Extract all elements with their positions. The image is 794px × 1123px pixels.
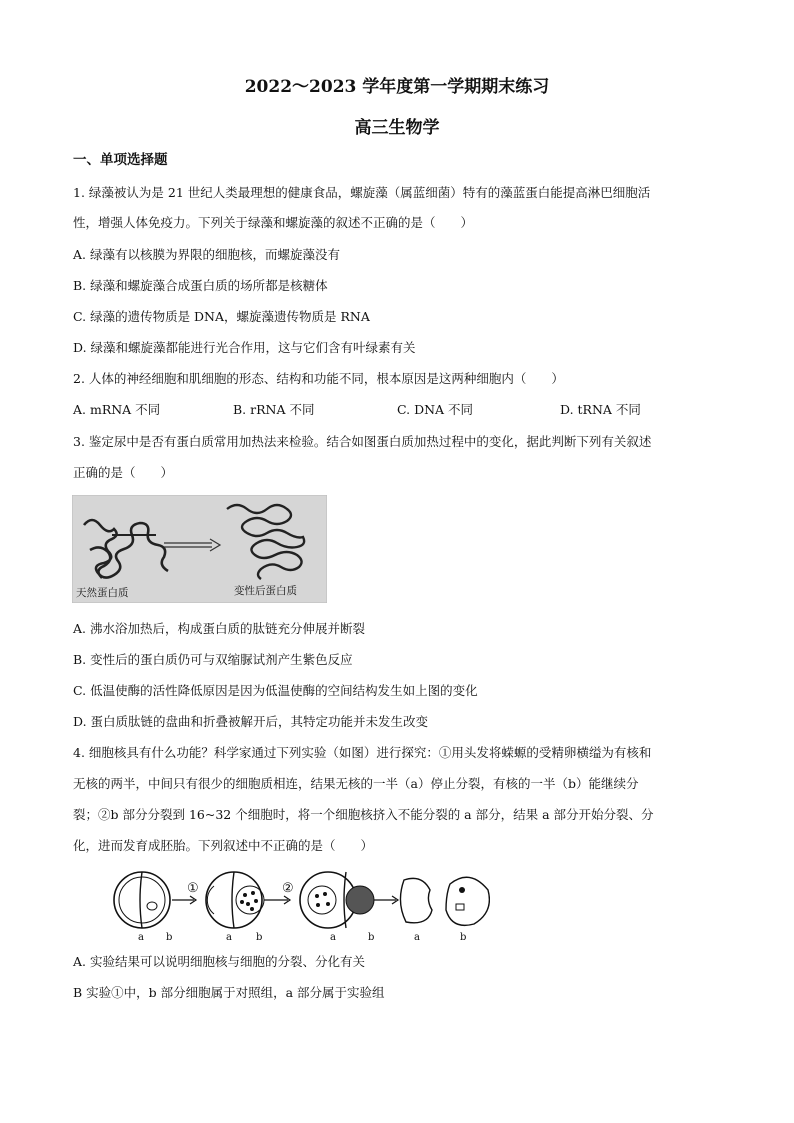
- question-2-option-a: A. mRNA 不同: [73, 402, 161, 417]
- label-b-3: b: [368, 932, 375, 943]
- question-2-option-b: B. rRNA 不同: [233, 402, 315, 417]
- question-3-line-2: 正确的是（ ）: [73, 465, 174, 480]
- nucleus-experiment-figure: [110, 868, 490, 944]
- question-1-option-c: C. 绿藻的遗传物质是 DNA，螺旋藻遗传物质是 RNA: [73, 309, 370, 324]
- protein-denaturation-drawing: [72, 495, 327, 603]
- label-a-1: a: [138, 932, 144, 943]
- step-2-marker: ②: [282, 881, 294, 896]
- question-3-option-d: D. 蛋白质肽链的盘曲和折叠被解开后，其特定功能并未发生改变: [73, 714, 429, 729]
- question-4-option-a: A. 实验结果可以说明细胞核与细胞的分裂、分化有关: [73, 954, 365, 969]
- question-1-line-1: 1. 绿藻被认为是 21 世纪人类最理想的健康食品，螺旋藻（属蓝细菌）特有的藻蓝蛋白能提高淋巴细胞活: [73, 185, 651, 200]
- label-a-4: a: [414, 932, 420, 943]
- question-2-option-d: D. tRNA 不同: [560, 402, 641, 417]
- section-heading: 一、单项选择题: [73, 152, 168, 168]
- label-a-3: a: [330, 932, 336, 943]
- question-4-line-4: 化，进而发育成胚胎。下列叙述中不正确的是（ ）: [73, 838, 374, 853]
- question-4-option-b: B 实验①中，b 部分细胞属于对照组，a 部分属于实验组: [73, 985, 385, 1000]
- denatured-protein-label: 变性后蛋白质: [234, 585, 297, 597]
- label-a-2: a: [226, 932, 232, 943]
- question-1-option-b: B. 绿藻和螺旋藻合成蛋白质的场所都是核糖体: [73, 278, 328, 293]
- question-1-option-a: A. 绿藻有以核膜为界限的细胞核，而螺旋藻没有: [73, 247, 340, 262]
- question-1-line-2: 性，增强人体免疫力。下列关于绿藻和螺旋藻的叙述不正确的是（ ）: [73, 215, 474, 230]
- question-4-line-3: 裂；②b 部分分裂到 16~32 个细胞时，将一个细胞核挤入不能分裂的 a 部分，结果 a 部分开始分裂、分: [73, 807, 654, 822]
- label-b-1: b: [166, 932, 173, 943]
- native-protein-label: 天然蛋白质: [76, 587, 129, 599]
- label-b-2: b: [256, 932, 263, 943]
- question-3-line-1: 3. 鉴定尿中是否有蛋白质常用加热法来检验。结合如图蛋白质加热过程中的变化，据此判断下列有关叙述: [73, 434, 652, 449]
- step-1-marker: ①: [187, 881, 199, 896]
- question-3-option-b: B. 变性后的蛋白质仍可与双缩脲试剂产生紫色反应: [73, 652, 353, 667]
- question-3-option-c: C. 低温使酶的活性降低原因是因为低温使酶的空间结构发生如上图的变化: [73, 683, 478, 698]
- nucleus-experiment-drawing: [110, 868, 490, 944]
- protein-denaturation-figure: [72, 495, 327, 603]
- question-1-option-d: D. 绿藻和螺旋藻都能进行光合作用，这与它们含有叶绿素有关: [73, 340, 416, 355]
- question-4-line-1: 4. 细胞核具有什么功能？科学家通过下列实验（如图）进行探究：①用头发将蝾螈的受精卵横缢为有核和: [73, 745, 652, 760]
- question-2-line-1: 2. 人体的神经细胞和肌细胞的形态、结构和功能不同，根本原因是这两种细胞内（ ）: [73, 371, 564, 386]
- question-2-option-c: C. DNA 不同: [397, 402, 474, 417]
- page-subtitle: 高三生物学: [354, 118, 440, 138]
- question-4-line-2: 无核的两半，中间只有很少的细胞质相连，结果无核的一半（a）停止分裂，有核的一半（b）能继续分: [73, 776, 639, 791]
- page-title: 2022～2023 学年度第一学期期末练习: [244, 77, 550, 97]
- label-b-4: b: [460, 932, 467, 943]
- question-3-option-a: A. 沸水浴加热后，构成蛋白质的肽链充分伸展并断裂: [73, 621, 365, 636]
